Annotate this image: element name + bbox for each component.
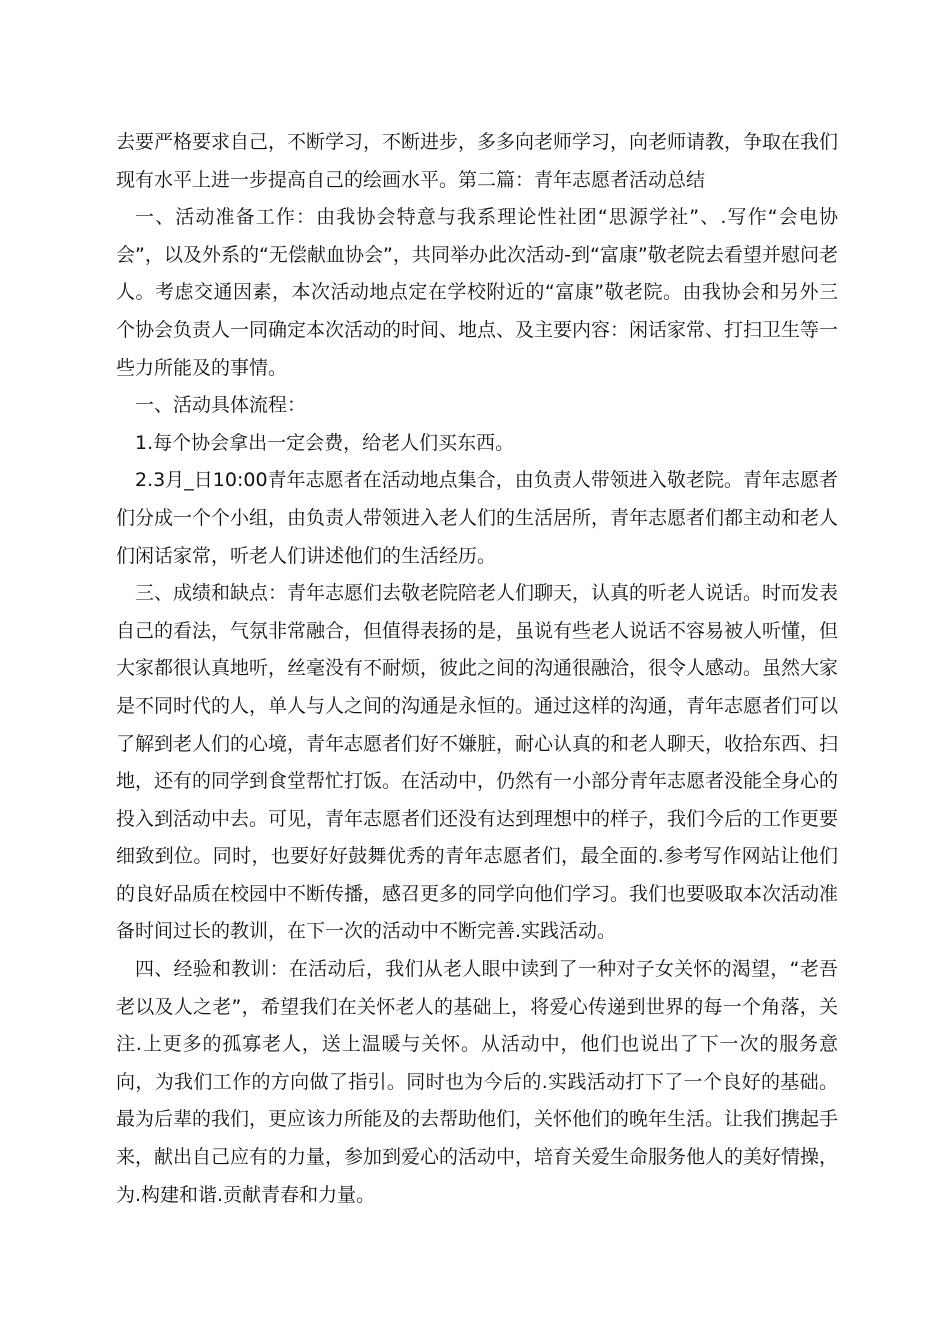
paragraph-step-2: 2.3月_日10:00青年志愿者在活动地点集合，由负责人带领进入敬老院。青年志愿者们分成一个个小组，由负责人带领进入老人们的生活居所，青年志愿者们都主动和老人们闲话家常，听老人们讲述他们的生活经历。 <box>116 469 839 567</box>
paragraph-continuation: 去要严格要求自己，不断学习，不断进步，多多向老师学习，向老师请教，争取在我们现有水平上进一步提高自己的绘画水平。第二篇：青年志愿者活动总结 <box>116 131 839 191</box>
paragraph-lessons: 四、经验和教训：在活动后，我们从老人眼中读到了一种对子女关怀的渴望，“老吾老以及人之老”，希望我们在关怀老人的基础上，将爱心传递到世界的每一个角落，关注.上更多的孤寡老人，送上温暖与关怀。从活动中，他们也说出了下一次的服务意向，为我们工作的方向做了指引。同时也为今后的.实践活动打下了一个良好的基础。最为后辈的我们，更应该力所能及的去帮助他们，关怀他们的晚年生活。让我们携起手来，献出自己应有的力量，参加到爱心的活动中，培育关爱生命服务他人的美好情操，为.构建和谐.贡献青春和力量。 <box>116 958 839 1206</box>
paragraph-step-1: 1.每个协会拿出一定会费，给老人们买东西。 <box>135 431 515 454</box>
paragraph-process-heading: 一、活动具体流程： <box>135 394 307 417</box>
paragraph-results: 三、成绩和缺点：青年志愿们去敬老院陪老人们聊天，认真的听老人说话。时而发表自己的看法，气氛非常融合，但值得表扬的是，虽说有些老人说话不容易被人听懂，但大家都很认真地听，丝毫没有不耐烦，彼此之间的沟通很融洽，很令人感动。虽然大家是不同时代的人，单人与人之间的沟通是永恒的。通过这样的沟通，青年志愿者们可以了解到老人们的心境，青年志愿者们好不嫌脏，耐心认真的和老人聊天，收拾东西、扫地，还有的同学到食堂帮忙打饭。在活动中，仍然有一小部分青年志愿者没能全身心的投入到活动中去。可见，青年志愿者们还没有达到理想中的样子，我们今后的工作更要细致到位。同时，也要好好鼓舞优秀的青年志愿者们，最全面的.参考写作网站让他们的良好品质在校园中不断传播，感召更多的同学向他们学习。我们也要吸取本次活动准备时间过长的教训，在下一次的活动中不断完善.实践活动。 <box>116 582 839 943</box>
paragraph-preparation: 一、活动准备工作：由我协会特意与我系理论性社团“思源学社”、.写作“会电协会”，以及外系的“无偿献血协会”，共同举办此次活动-到“富康”敬老院去看望并慰问老人。考虑交通因素，本次活动地点定在学校附近的“富康”敬老院。由我协会和另外三个协会负责人一同确定本次活动的时间、地点、及主要内容：闲话家常、打扫卫生等一些力所能及的事情。 <box>116 206 839 379</box>
document-page <box>116 124 838 1214</box>
